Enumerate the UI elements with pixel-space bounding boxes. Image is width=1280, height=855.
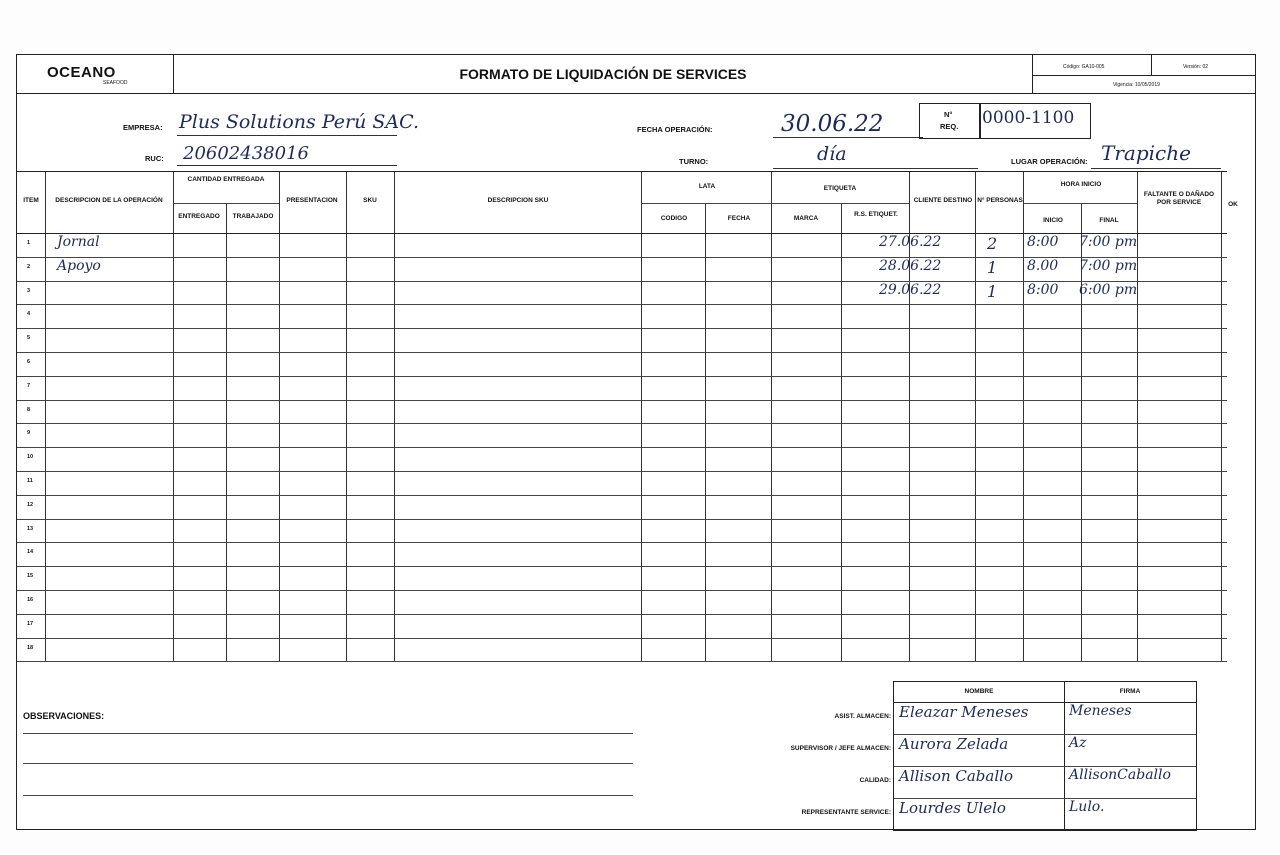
col-trabajado: TRABAJADO — [232, 213, 274, 220]
table-row[interactable] — [17, 447, 1227, 471]
document-version: Versión: 02 — [1183, 64, 1209, 70]
table-row[interactable] — [17, 400, 1227, 424]
signer-role: ASIST. ALMACEN: — [834, 713, 891, 720]
liquidation-form — [16, 54, 1256, 830]
col-personas: N° PERSONAS — [977, 197, 1023, 204]
lugar-operacion-value[interactable]: Trapiche — [1101, 141, 1191, 165]
signer-signature[interactable]: AllisonCaballo — [1069, 767, 1171, 783]
document-code: Código: GA10-005 — [1063, 64, 1105, 70]
col-final: FINAL — [1099, 217, 1119, 224]
nombre-header: NOMBRE — [964, 688, 994, 695]
signer-role: CALIDAD: — [859, 777, 891, 784]
req-value-box[interactable] — [979, 103, 1091, 139]
table-row[interactable] — [17, 638, 1227, 662]
table-row[interactable] — [17, 257, 1227, 281]
col-inicio: INICIO — [1043, 217, 1063, 224]
row-number: 11 — [27, 478, 33, 484]
signer-name[interactable]: Eleazar Meneses — [899, 703, 1029, 721]
col-descripcion: DESCRIPCION DE LA OPERACIÓN — [55, 197, 163, 204]
col-etiqueta: ETIQUETA — [823, 185, 857, 192]
row-number: 4 — [27, 311, 31, 318]
row-number: 14 — [27, 549, 34, 556]
empresa-label: EMPRESA: — [123, 123, 163, 132]
col-sku: SKU — [363, 197, 377, 204]
document-code-box — [1032, 55, 1255, 93]
row-cliente-destino[interactable]: 27.06.22 — [879, 234, 942, 250]
empresa-value[interactable]: Plus Solutions Perú SAC. — [179, 111, 420, 133]
table-row[interactable] — [17, 352, 1227, 376]
req-label-top: N° — [944, 110, 953, 119]
row-number: 6 — [27, 359, 31, 365]
ruc-value[interactable]: 20602438016 — [183, 143, 309, 164]
fecha-operacion-value[interactable]: 30.06.22 — [781, 111, 884, 137]
form-header — [17, 55, 1255, 94]
row-number: 8 — [27, 406, 31, 413]
col-item: ITEM — [23, 197, 39, 204]
firma-header: FIRMA — [1119, 688, 1141, 695]
row-hora-inicio[interactable]: 8.00 — [1027, 257, 1059, 274]
logo-brand: OCEANO — [47, 64, 116, 81]
row-number: 15 — [27, 573, 34, 580]
col-presentacion: PRESENTACION — [286, 197, 338, 204]
table-row[interactable] — [17, 542, 1227, 566]
row-number: 13 — [27, 525, 34, 532]
company-logo — [17, 55, 174, 93]
req-label-bottom: REQ. — [940, 122, 959, 131]
lugar-operacion-label: LUGAR OPERACIÓN: — [1011, 157, 1088, 166]
row-descripcion[interactable]: Jornal — [57, 234, 100, 250]
col-hora: HORA INICIO — [1060, 181, 1102, 188]
observaciones-label: OBSERVACIONES: — [23, 711, 105, 721]
table-row[interactable] — [17, 376, 1227, 400]
turno-label: TURNO: — [679, 157, 709, 166]
signer-name[interactable]: Aurora Zelada — [899, 735, 1009, 753]
col-codigo: CODIGO — [660, 215, 688, 222]
table-row[interactable] — [17, 471, 1227, 495]
col-faltante: FALTANTE O DAÑADO POR SERVICE — [1143, 191, 1215, 207]
row-number: 2 — [27, 263, 31, 270]
table-row[interactable] — [17, 614, 1227, 638]
logo-sub: SEAFOOD — [103, 80, 128, 86]
signer-role: SUPERVISOR / JEFE ALMACEN: — [790, 745, 891, 752]
req-label-box — [919, 103, 981, 139]
row-hora-inicio[interactable]: 8:00 — [1027, 281, 1059, 298]
row-personas[interactable]: 1 — [987, 281, 998, 301]
table-row[interactable] — [17, 566, 1227, 590]
row-hora-final[interactable]: 7:00 pm — [1079, 234, 1138, 250]
signer-role: REPRESENTANTE SERVICE: — [801, 809, 891, 816]
row-number: 9 — [27, 430, 31, 437]
form-title: FORMATO DE LIQUIDACIÓN DE SERVICES — [459, 66, 747, 82]
table-row[interactable] — [17, 590, 1227, 614]
signer-signature[interactable]: Az — [1069, 735, 1087, 751]
signer-name[interactable]: Lourdes Ulelo — [899, 799, 1006, 817]
col-marca: MARCA — [793, 215, 819, 222]
row-number: 16 — [27, 597, 34, 603]
col-fecha: FECHA — [727, 215, 751, 222]
document-validity: Vigencia: 10/05/2019 — [1113, 82, 1160, 88]
table-row[interactable] — [17, 233, 1227, 257]
operations-table — [17, 171, 1238, 661]
table-row[interactable] — [17, 423, 1227, 447]
row-hora-final[interactable]: 7:00 pm — [1079, 257, 1138, 274]
fecha-operacion-label: FECHA OPERACIÓN: — [637, 125, 713, 134]
signer-name[interactable]: Allison Caballo — [899, 767, 1013, 785]
row-number: 12 — [27, 501, 34, 508]
row-hora-inicio[interactable]: 8:00 — [1027, 234, 1059, 250]
row-personas[interactable]: 1 — [987, 257, 998, 277]
row-number: 1 — [27, 240, 31, 246]
table-row[interactable] — [17, 495, 1227, 519]
col-descripcion-sku: DESCRIPCION SKU — [487, 197, 549, 204]
req-value: 0000-1100 — [982, 108, 1075, 128]
signer-signature[interactable]: Meneses — [1069, 703, 1132, 719]
turno-value[interactable]: día — [817, 143, 847, 165]
row-number: 18 — [27, 644, 34, 651]
row-cliente-destino[interactable]: 28.06.22 — [879, 257, 942, 274]
table-row[interactable] — [17, 304, 1227, 328]
table-row[interactable] — [17, 281, 1227, 305]
signer-signature[interactable]: Lulo. — [1069, 799, 1105, 815]
row-cliente-destino[interactable]: 29.06.22 — [879, 281, 942, 298]
col-cantidad: CANTIDAD ENTREGADA — [187, 176, 265, 183]
row-hora-final[interactable]: 6:00 pm — [1079, 281, 1138, 298]
table-row[interactable] — [17, 519, 1227, 543]
col-lata: LATA — [698, 183, 716, 190]
ruc-label: RUC: — [145, 154, 164, 163]
row-number: 3 — [27, 287, 31, 294]
row-personas[interactable]: 2 — [987, 234, 998, 253]
col-ok: OK — [1228, 201, 1238, 208]
row-number: 7 — [27, 382, 31, 389]
col-cliente: CLIENTE DESTINO — [913, 197, 973, 204]
col-entregado: ENTREGADO — [178, 213, 220, 220]
row-number: 5 — [27, 335, 31, 342]
row-descripcion[interactable]: Apoyo — [57, 257, 101, 274]
row-number: 10 — [27, 454, 34, 461]
row-number: 17 — [27, 620, 34, 627]
table-row[interactable] — [17, 328, 1227, 352]
col-rs-etiquet: R.S. ETIQUET. — [854, 211, 898, 218]
